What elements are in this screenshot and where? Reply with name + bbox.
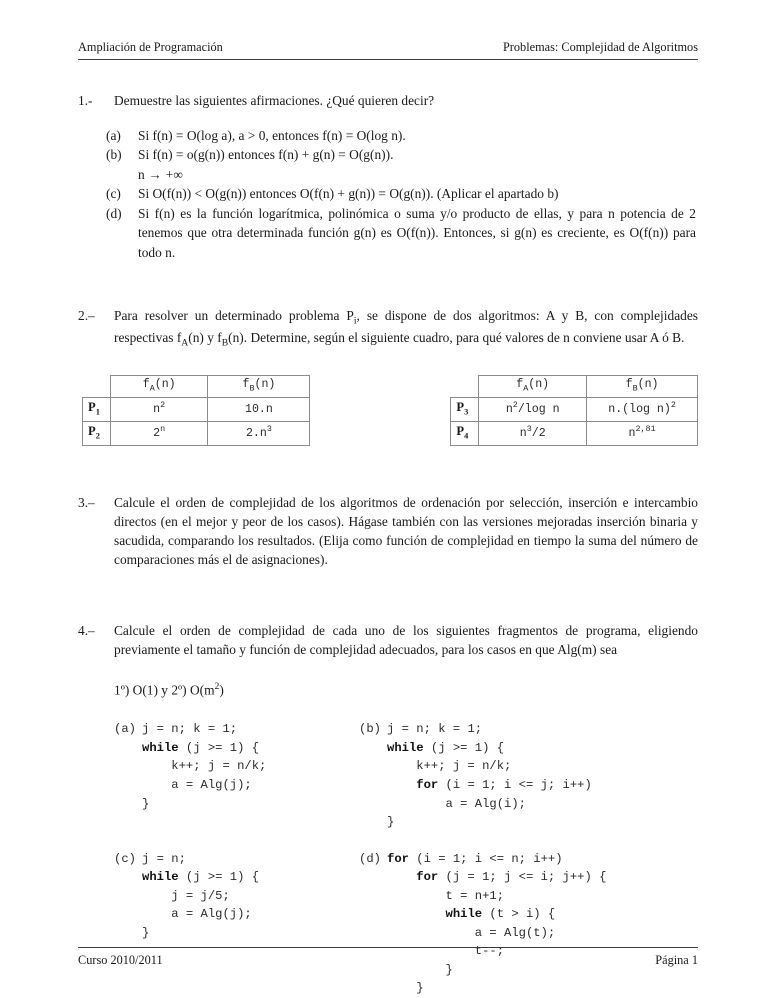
cell-p2-fb bbox=[208, 421, 310, 445]
code-line: } bbox=[387, 815, 395, 830]
footer-page-number: Página 1 bbox=[655, 953, 698, 967]
exercise-1-number: 1.- bbox=[78, 93, 93, 108]
table-row bbox=[83, 421, 310, 445]
code-line: (j = 1; j <= i; j++) { bbox=[438, 870, 607, 885]
cell-p1-fa bbox=[110, 397, 208, 421]
exercise-3 bbox=[78, 493, 698, 569]
col-fb-base: f bbox=[625, 377, 633, 391]
list-item-c-label: (c) bbox=[106, 186, 121, 202]
col-fb-sub: B bbox=[632, 383, 638, 394]
code-line: k++; j = n/k; bbox=[387, 759, 512, 774]
cell-p2-fb-base: 2.n bbox=[245, 426, 267, 440]
exercise-2-text-part4: (n). Determine, según el siguiente cuadro, para qué valores de n conviene usar A ó B. bbox=[228, 330, 685, 346]
complexity-order-line bbox=[114, 681, 698, 698]
cell-p1-fa-base: n bbox=[153, 402, 161, 416]
code-line: } bbox=[387, 981, 424, 996]
cell-p3-fb-sup: 2 bbox=[670, 399, 676, 410]
column-header-fa bbox=[479, 375, 587, 397]
list-item-d bbox=[106, 204, 698, 262]
order-line-part1: 1º) O(1) y 2º) O(m bbox=[114, 682, 215, 698]
cell-p4-fb-base: n bbox=[628, 426, 636, 440]
code-fragment-d-body bbox=[387, 850, 698, 998]
code-keyword: for bbox=[387, 851, 409, 866]
row-label-p4 bbox=[451, 421, 479, 445]
col-fb-sub: B bbox=[249, 383, 255, 394]
header-course-title: Ampliación de Programación bbox=[78, 40, 223, 54]
page-footer bbox=[78, 947, 698, 968]
code-keyword: for bbox=[416, 777, 439, 792]
exercise-2-text-part1: Para resolver un determinado problema P bbox=[114, 308, 354, 324]
code-fragment-c bbox=[114, 850, 359, 998]
col-fa-base: f bbox=[142, 377, 150, 391]
exercise-2 bbox=[78, 306, 698, 351]
table-corner-cell bbox=[451, 375, 479, 397]
cell-p2-fa-base: 2 bbox=[153, 426, 161, 440]
list-item-a-label: (a) bbox=[106, 128, 121, 144]
row-label-p3 bbox=[451, 397, 479, 421]
cell-p4-fb-sup: 2,81 bbox=[635, 423, 656, 434]
code-line bbox=[387, 870, 416, 884]
table-row bbox=[83, 397, 310, 421]
list-item-c-text: Si O(f(n)) < O(g(n)) entonces O(f(n) + g(n)) = O(g(n)). (Aplicar el apartado b) bbox=[138, 186, 559, 202]
order-line-exponent: 2 bbox=[214, 680, 220, 692]
exercise-2-text-part3: (n) y f bbox=[188, 330, 222, 346]
exercise-1-sublist bbox=[106, 126, 698, 262]
cell-p1-fa-sup: 2 bbox=[160, 399, 166, 410]
code-line: } bbox=[142, 796, 150, 811]
code-keyword: while bbox=[387, 740, 424, 755]
row-p4-base: P bbox=[456, 423, 465, 438]
code-line: (j >= 1) { bbox=[178, 870, 260, 885]
complexity-tables bbox=[78, 375, 698, 446]
code-line: j = n; bbox=[142, 851, 186, 866]
code-line bbox=[387, 778, 416, 792]
cell-p1-fb-base: 10.n bbox=[245, 402, 273, 416]
col-fb-base: f bbox=[242, 377, 250, 391]
list-item-d-text: Si f(n) es la función logarítmica, polinómica o suma y/o producto de ellas, y para n potencia de 2 tenemos que otra determinada función g(n) es O(f(n)). Entonces, si g(n) es creciente, es O(f(n)) para todo n. bbox=[138, 205, 696, 260]
code-line: a = Alg(j); bbox=[142, 777, 252, 792]
exercise-4 bbox=[78, 621, 698, 659]
exercise-4-statement: Calcule el orden de complejidad de cada uno de los siguientes fragmentos de programa, eligiendo previamente el tamaño y función de complejidad adecuados, para los casos en que Alg(m) sea bbox=[114, 622, 698, 657]
row-p2-base: P bbox=[88, 423, 96, 438]
cell-p4-fb bbox=[587, 421, 698, 445]
code-fragment-c-label: (c) bbox=[114, 851, 136, 866]
col-fa-base: f bbox=[516, 377, 524, 391]
row-p3-sub: 3 bbox=[464, 407, 469, 417]
cell-p4-fa-base: n bbox=[519, 426, 527, 440]
table-header-row bbox=[83, 375, 310, 397]
code-line: } bbox=[387, 962, 453, 977]
table-row bbox=[451, 397, 698, 421]
list-item-d-label: (d) bbox=[106, 205, 122, 221]
code-fragment-a-body bbox=[142, 720, 359, 831]
list-item-a-text: Si f(n) = O(log a), a > 0, entonces f(n) = O(log n). bbox=[138, 128, 406, 144]
list-item-b-text: Si f(n) = o(g(n)) entonces f(n) + g(n) = O(g(n)). bbox=[138, 147, 394, 163]
code-line: } bbox=[142, 925, 150, 940]
col-fa-sub: A bbox=[149, 383, 155, 394]
code-line: k++; j = n/k; bbox=[142, 759, 267, 774]
list-item-a bbox=[106, 126, 698, 145]
exercise-2-statement bbox=[114, 306, 698, 351]
cell-p3-fa-base: n bbox=[505, 402, 513, 416]
cell-p3-fb-base: n.(log n) bbox=[608, 402, 671, 416]
code-fragment-c-body bbox=[142, 850, 359, 998]
footer-course-year: Curso 2010/2011 bbox=[78, 953, 163, 967]
exercise-1 bbox=[78, 91, 698, 110]
table-corner-cell bbox=[83, 375, 111, 397]
limit-annotation: n → +∞ bbox=[138, 166, 184, 182]
cell-p4-fa bbox=[479, 421, 587, 445]
cell-p2-fa bbox=[110, 421, 208, 445]
code-keyword: while bbox=[445, 907, 483, 922]
cell-p1-fb bbox=[208, 397, 310, 421]
cell-p4-fa-rest: /2 bbox=[531, 426, 546, 440]
code-line: j = n; k = 1; bbox=[142, 722, 238, 737]
cell-p3-fb bbox=[587, 397, 698, 421]
exercise-1-statement: Demuestre las siguientes afirmaciones. ¿Qué quieren decir? bbox=[114, 93, 435, 108]
exercise-2-sub-b: B bbox=[221, 338, 229, 350]
list-item-b bbox=[106, 145, 698, 164]
row-p4-sub: 4 bbox=[464, 431, 469, 441]
code-keyword: for bbox=[416, 870, 439, 885]
complexity-table-left bbox=[82, 375, 310, 446]
code-keyword: while bbox=[142, 870, 179, 885]
code-line: a = Alg(j); bbox=[142, 907, 252, 922]
cell-p2-fa-sup: n bbox=[160, 423, 166, 434]
code-line: a = Alg(t); bbox=[387, 925, 556, 940]
row-p1-sub: 1 bbox=[95, 407, 100, 417]
col-fb-rest: (n) bbox=[254, 377, 276, 391]
column-header-fb bbox=[208, 375, 310, 397]
cell-p4-fa-sup: 3 bbox=[526, 423, 532, 434]
list-item-b-label: (b) bbox=[106, 147, 122, 163]
code-line: (t > i) { bbox=[482, 907, 556, 922]
col-fb-rest: (n) bbox=[637, 377, 659, 391]
code-line: (i = 1; i <= j; i++) bbox=[438, 777, 592, 792]
col-fa-rest: (n) bbox=[154, 377, 176, 391]
cell-p2-fb-sup: 3 bbox=[266, 423, 272, 434]
column-header-fb bbox=[587, 375, 698, 397]
code-fragment-d bbox=[359, 850, 698, 998]
row-p1-base: P bbox=[88, 399, 96, 414]
code-fragment-a bbox=[114, 720, 359, 831]
code-line: (i = 1; i <= n; i++) bbox=[408, 851, 563, 866]
list-item-c bbox=[106, 184, 698, 203]
code-line bbox=[387, 907, 446, 921]
table-row bbox=[451, 421, 698, 445]
code-line: j = j/5; bbox=[142, 888, 230, 903]
exercise-2-sub-i: i bbox=[353, 315, 357, 327]
exercise-2-text-part2: , se dispone de dos algoritmos: A y B, con complejidades respectivas f bbox=[114, 308, 698, 346]
code-keyword: while bbox=[142, 740, 179, 755]
column-header-fa bbox=[110, 375, 208, 397]
order-line-part2: ) bbox=[219, 682, 224, 698]
exercise-2-number: 2.– bbox=[78, 308, 95, 324]
code-fragment-b bbox=[359, 720, 698, 831]
cell-p3-fa-rest: /log n bbox=[517, 402, 560, 416]
exercise-3-statement: Calcule el orden de complejidad de los algoritmos de ordenación por selección, inserción e intercambio directos (en el mejor y peor de los casos). Hágase también con las versiones mejoradas inserción binaria y sacudida, comparando los resultados. (Elija como función de complejidad en tiempo la suma del número de comparaciones más el de asignaciones). bbox=[114, 494, 698, 567]
code-line: a = Alg(i); bbox=[387, 796, 526, 811]
code-fragment-d-label: (d) bbox=[359, 851, 381, 866]
row-p3-base: P bbox=[456, 399, 465, 414]
exercise-4-number: 4.– bbox=[78, 622, 95, 638]
page-header bbox=[78, 40, 698, 60]
code-line: (j >= 1) { bbox=[178, 740, 260, 755]
code-fragment-b-body bbox=[387, 720, 698, 831]
header-topic-title: Problemas: Complejidad de Algoritmos bbox=[502, 40, 698, 54]
cell-p3-fa-sup: 2 bbox=[512, 399, 518, 410]
cell-p3-fa bbox=[479, 397, 587, 421]
code-fragment-a-label: (a) bbox=[114, 722, 136, 737]
row-label-p2 bbox=[83, 421, 111, 445]
code-line: (j >= 1) { bbox=[423, 740, 505, 755]
code-fragment-b-label: (b) bbox=[359, 722, 381, 737]
code-line: t = n+1; bbox=[387, 888, 505, 903]
col-fa-sub: A bbox=[523, 383, 529, 394]
col-fa-rest: (n) bbox=[528, 377, 550, 391]
table-header-row bbox=[451, 375, 698, 397]
code-line: j = n; k = 1; bbox=[387, 722, 483, 737]
code-line: t--; bbox=[387, 944, 505, 959]
row-label-p1 bbox=[83, 397, 111, 421]
exercise-3-number: 3.– bbox=[78, 494, 95, 510]
row-p2-sub: 2 bbox=[95, 431, 100, 441]
exercise-2-sub-a: A bbox=[181, 338, 189, 350]
complexity-table-right bbox=[450, 375, 698, 446]
